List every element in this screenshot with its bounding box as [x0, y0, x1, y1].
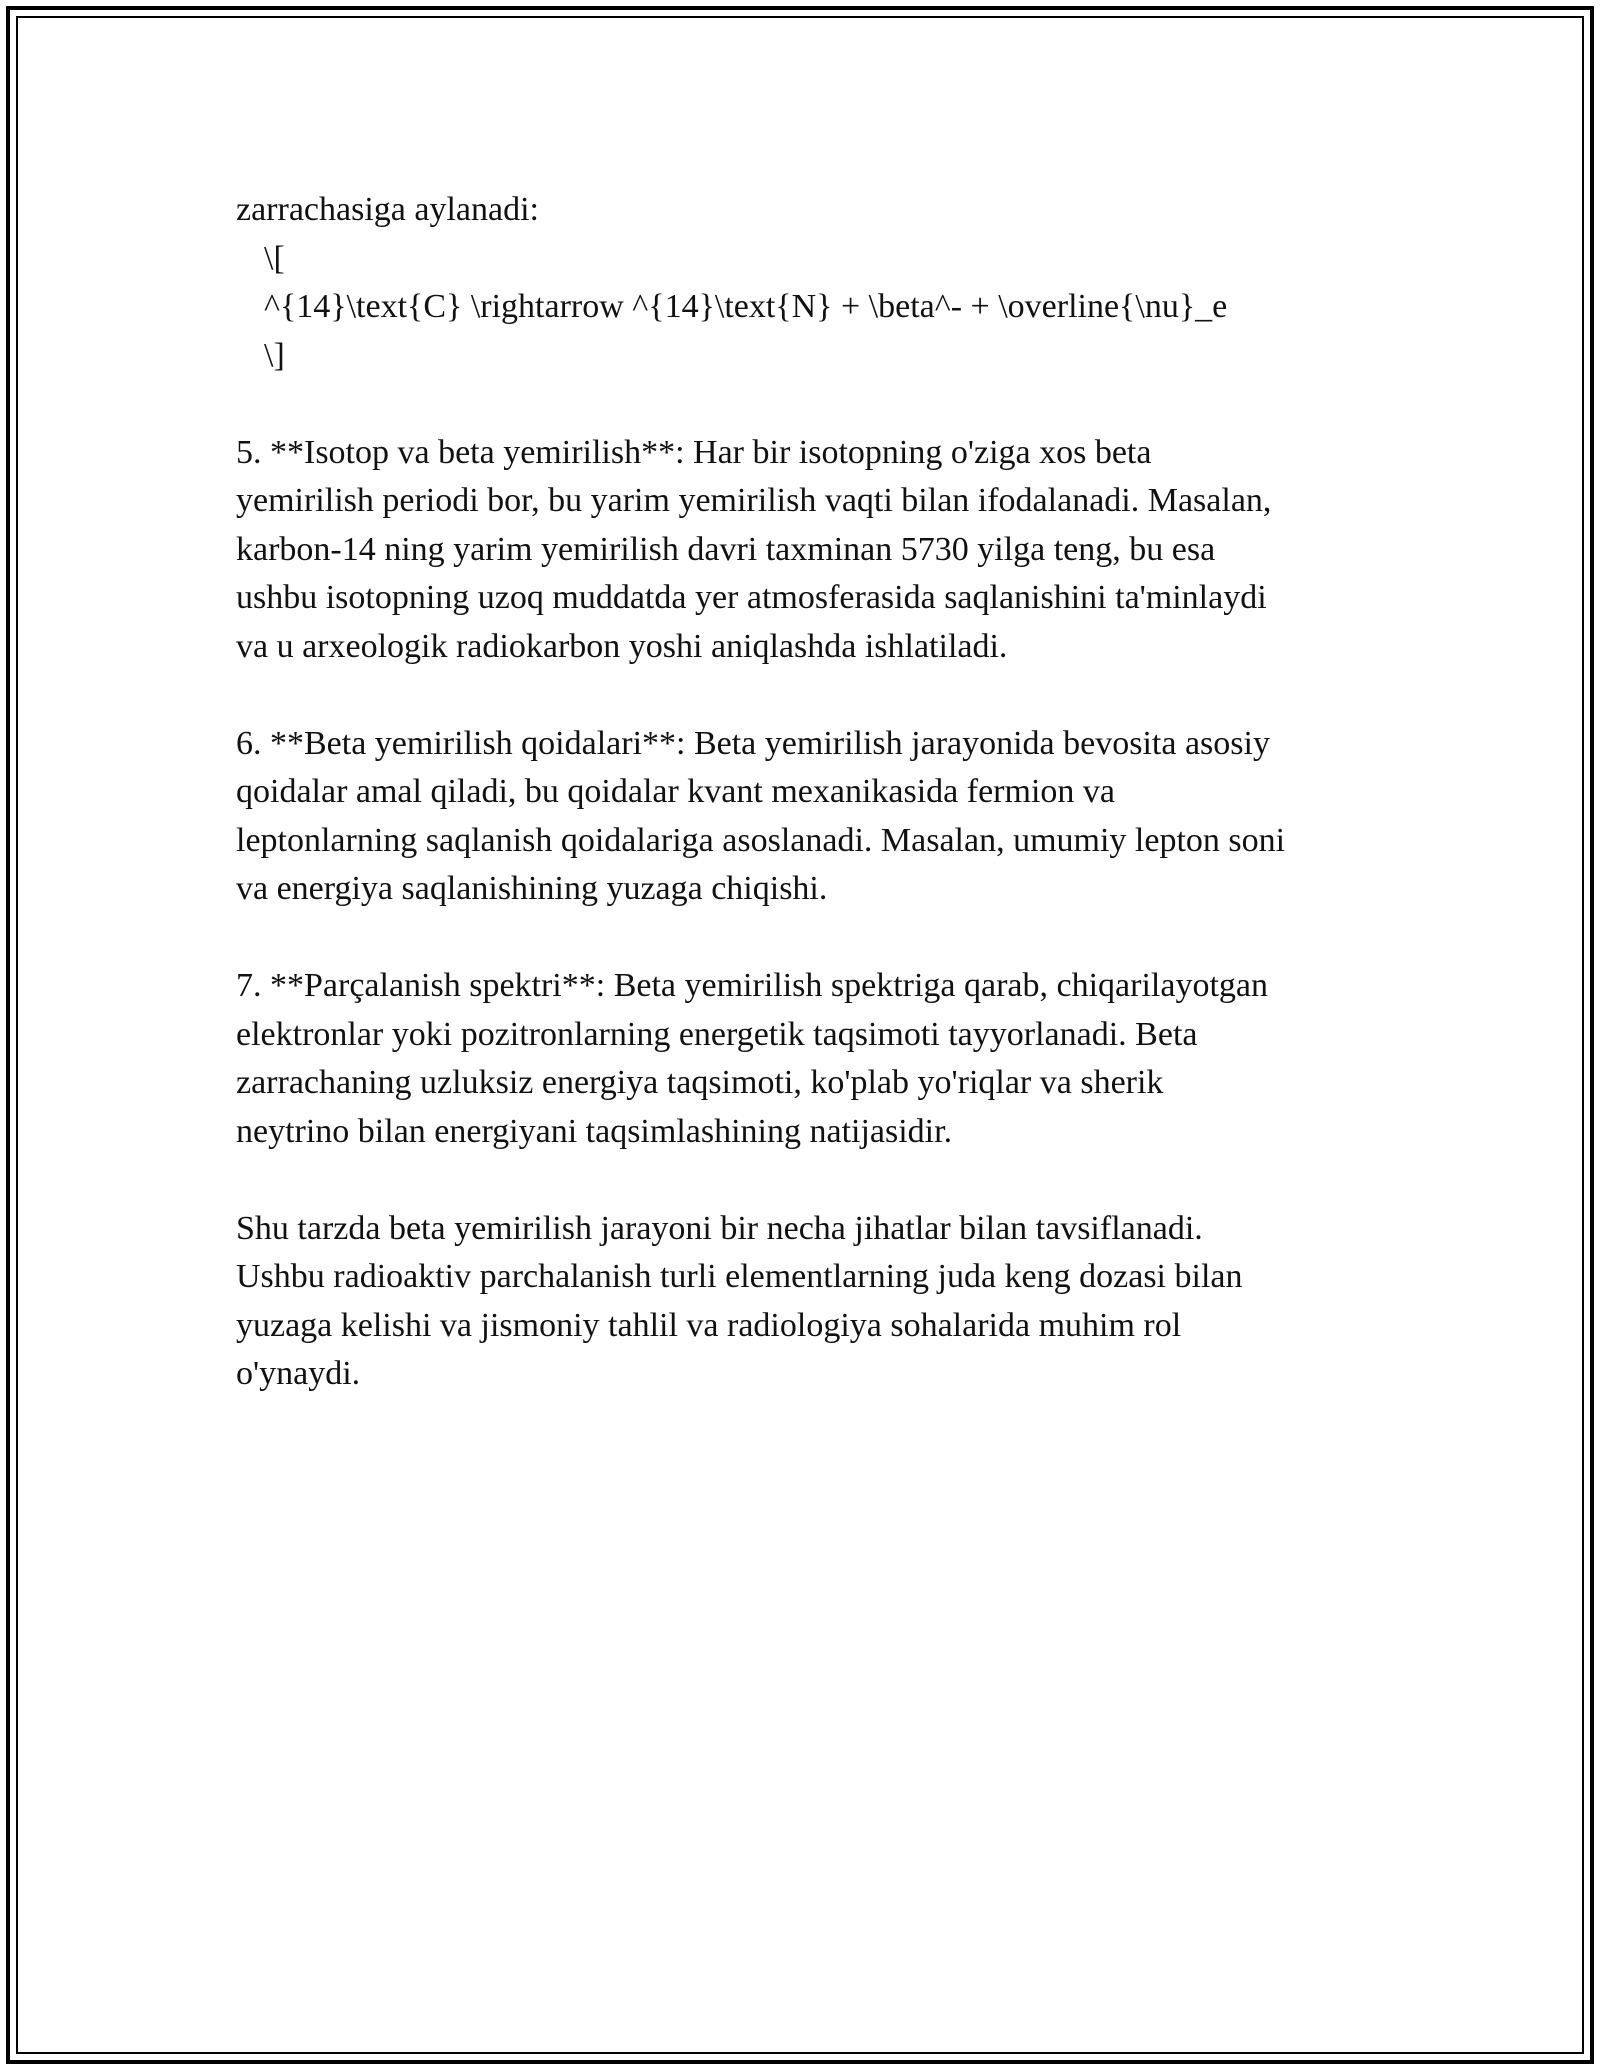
math-block [236, 235, 1386, 381]
paragraph-line: neytrino bilan energiyani taqsimlashining natijasidir. [236, 1112, 953, 1150]
paragraph-line: zarrachaning uzluksiz energiya taqsimoti, ko'plab yo'riqlar va sherik [236, 1064, 1164, 1101]
paragraph-gap [236, 380, 1386, 429]
math-open: \[ [264, 239, 285, 277]
intro-line: zarrachasiga aylanadi: [236, 191, 539, 228]
paragraph-line: ushbu isotopning uzoq muddatda yer atmosferasida saqlanishini ta'minlaydi [236, 579, 1267, 616]
paragraph-7-spektr [236, 962, 1386, 1156]
paragraph-line: elektronlar yoki pozitronlarning energetik taqsimoti tayyorlanadi. Beta [236, 1015, 1198, 1053]
paragraph-conclusion [236, 1205, 1386, 1399]
math-equation: ^{14}\text{C} \rightarrow ^{14}\text{N} + \beta^- + \overline{\nu}_e [264, 288, 1228, 325]
paragraph-6-qoidalar [236, 720, 1386, 914]
paragraph-5-isotop [236, 429, 1386, 672]
paragraph-line: Shu tarzda beta yemirilish jarayoni bir necha jihatlar bilan tavsiflanadi. [236, 1209, 1203, 1247]
paragraph-line: karbon-14 ning yarim yemirilish davri taxminan 5730 yilga teng, bu esa [236, 530, 1216, 568]
paragraph-line: o'ynaydi. [236, 1355, 361, 1392]
paragraph-line: qoidalar amal qiladi, bu qoidalar kvant mexanikasida fermion va [236, 773, 1115, 810]
paragraph-line: va u arxeologik radiokarbon yoshi aniqlashda ishlatiladi. [236, 627, 1008, 665]
paragraph-line: 7. **Parçalanish spektri**: Beta yemirilish spektriga qarab, chiqarilayotgan [236, 967, 1268, 1004]
paragraph-line: leptonlarning saqlanish qoidalariga asoslanadi. Masalan, umumiy lepton soni [236, 821, 1286, 859]
paragraph-line: 6. **Beta yemirilish qoidalari**: Beta yemirilish jarayonida bevosita asosiy [236, 724, 1270, 762]
document-body [236, 186, 1386, 1399]
paragraph-gap [236, 1156, 1386, 1205]
paragraph-line: Ushbu radioaktiv parchalanish turli elementlarning juda keng dozasi bilan [236, 1258, 1243, 1295]
math-close: \] [264, 336, 285, 374]
paragraph-line: yuzaga kelishi va jismoniy tahlil va radiologiya sohalarida muhim rol [236, 1306, 1182, 1344]
paragraph-gap [236, 914, 1386, 963]
paragraph-line: 5. **Isotop va beta yemirilish**: Har bir isotopning o'ziga xos beta [236, 433, 1152, 471]
paragraph-line: va energiya saqlanishining yuzaga chiqishi. [236, 870, 828, 907]
paragraph-gap [236, 671, 1386, 720]
paragraph-line: yemirilish periodi bor, bu yarim yemirilish vaqti bilan ifodalanadi. Masalan, [236, 482, 1272, 519]
